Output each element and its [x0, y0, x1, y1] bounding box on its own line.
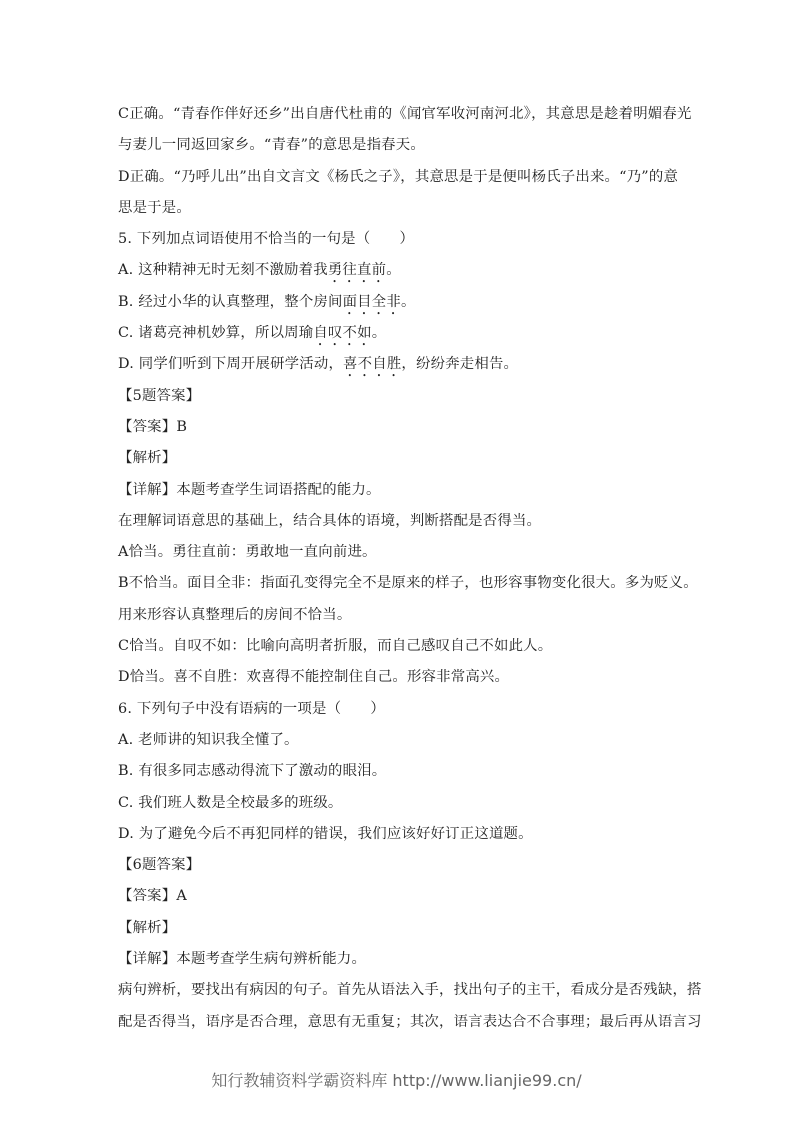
- question-5-option-d: [118, 351, 688, 382]
- dotted-word: 喜不自胜: [343, 356, 402, 373]
- dotted-word: 面目全非: [342, 293, 401, 310]
- question-5-option-a: [118, 257, 688, 288]
- q5-answer-line: 在理解词语意思的基础上，结合具体的语境，判断搭配是否得当。: [118, 512, 542, 529]
- q6-line: 【6题答案】: [118, 857, 201, 874]
- dotted-word: 自叹不如: [313, 325, 372, 342]
- q6-line: 【详解】本题考查学生病句辨析能力。: [118, 951, 367, 968]
- q6-line: B. 有很多同志感动得流下了激动的眼泪。: [118, 763, 387, 780]
- q5-answer-line: 【5题答案】: [118, 387, 201, 404]
- option-text: B. 经过小华的认真整理，整个房间: [118, 293, 343, 310]
- q6-line: 病句辨析，要找出有病因的句子。首先从语法入手，找出句子的主干，看成分是否残缺，搭: [118, 982, 702, 999]
- text-line: 与妻儿一同返回家乡。“青春”的意思是指春天。: [118, 137, 425, 154]
- question-5-option-c: [118, 320, 688, 351]
- option-text: C. 诸葛亮神机妙算，所以周瑜: [118, 325, 314, 342]
- q5-answer-line: A恰当。勇往直前：勇敢地一直向前进。: [118, 544, 377, 561]
- q6-line: 【答案】A: [118, 888, 187, 905]
- q5-answer-line: B不恰当。面目全非：指面孔变得完全不是原来的样子，也形容事物变化很大。多为贬义。: [118, 575, 698, 592]
- q5-answer-line: 用来形容认真整理后的房间不恰当。: [118, 606, 352, 623]
- option-text: A. 这种精神无时无刻不激励着我: [118, 262, 328, 279]
- question-5-option-b: [118, 289, 688, 320]
- q6-line: 6. 下列句子中没有语病的一项是（ ）: [118, 700, 385, 717]
- option-text: ，纷纷奔走相告。: [401, 356, 519, 373]
- q5-answer-line: 【解析】: [118, 450, 177, 467]
- document-body: [118, 101, 702, 1040]
- q5-answer-line: 【详解】本题考查学生词语搭配的能力。: [118, 481, 381, 498]
- dotted-word: 勇往直前: [327, 262, 387, 279]
- q6-line: 配是否得当，语序是否合理，意思有无重复；其次，语言表达合不合事理；最后再从语言习: [118, 1013, 702, 1030]
- option-text: 。: [371, 325, 387, 342]
- text-line: D正确。“乃呼儿出”出自文言文《杨氏之子》，其意思是于是便叫杨氏子出来。“乃”的意: [118, 168, 679, 185]
- q6-line: D. 为了避免今后不再犯同样的错误，我们应该好好订正这道题。: [118, 825, 533, 842]
- text-line: 思是于是。: [118, 199, 191, 216]
- footer-watermark: 知行教辅资料学霸资料库 http://www.lianjie99.cn/: [211, 1071, 582, 1090]
- q5-answer-line: 【答案】B: [118, 418, 188, 435]
- q5-answer-line: D恰当。喜不自胜：欢喜得不能控制住自己。形容非常高兴。: [118, 669, 510, 686]
- q6-line: A. 老师讲的知识我全懂了。: [118, 731, 299, 748]
- q6-line: C. 我们班人数是全校最多的班级。: [118, 794, 343, 811]
- q5-answer-line: C恰当。自叹不如：比喻向高明者折服，而自己感叹自己不如此人。: [118, 638, 553, 655]
- q6-line: 【解析】: [118, 919, 177, 936]
- text-line: C正确。“青春作伴好还乡”出自唐代杜甫的《闻官军收河南河北》，其意思是趁着明媚春光: [118, 106, 692, 122]
- option-text: 。: [386, 262, 401, 279]
- question-5-stem: 5. 下列加点词语使用不恰当的一句是（ ）: [118, 231, 415, 248]
- option-text: D. 同学们听到下周开展研学活动，: [118, 356, 344, 373]
- option-text: 。: [400, 293, 416, 310]
